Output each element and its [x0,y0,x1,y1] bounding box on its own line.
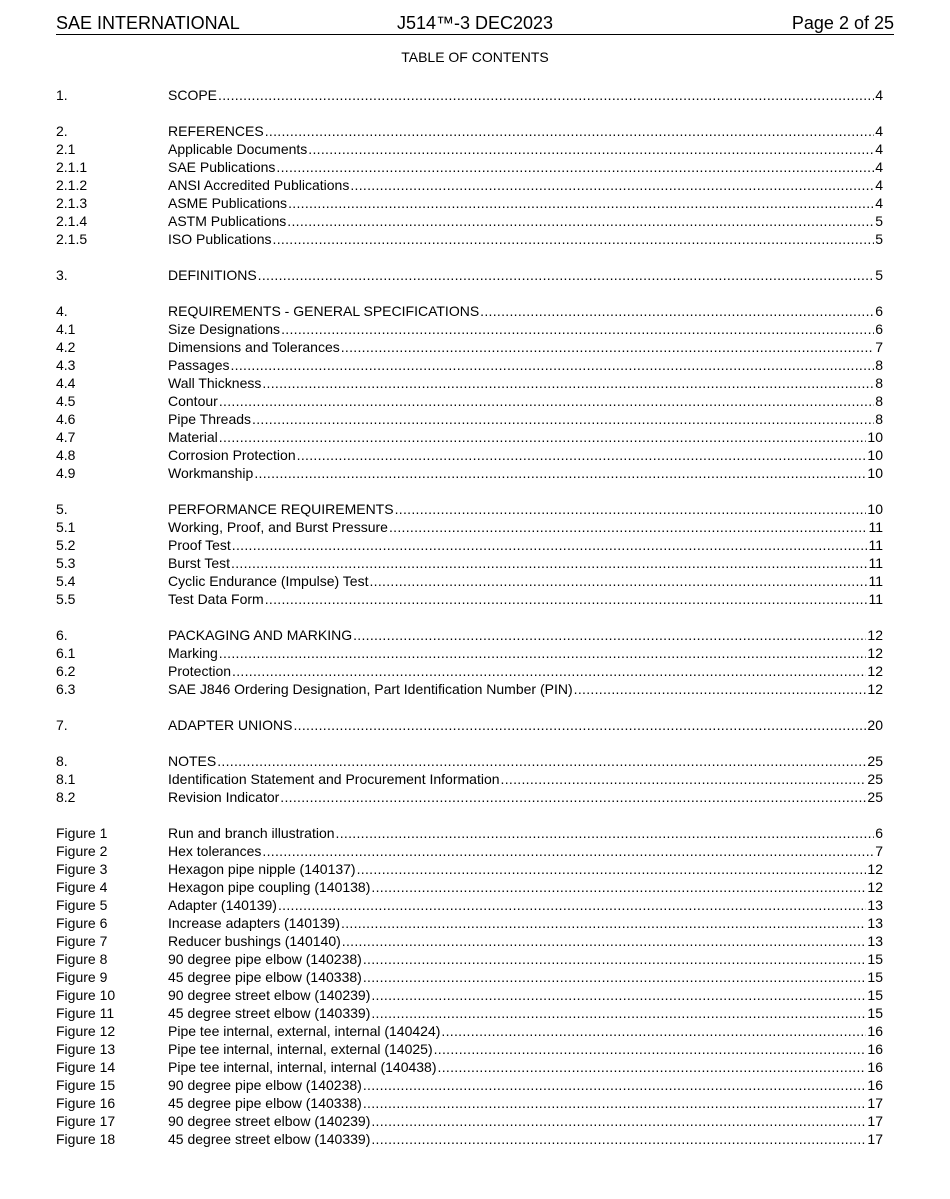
toc-entry[interactable] [56,644,883,662]
toc-entry[interactable] [56,428,883,446]
toc-group-spacer [56,284,883,302]
toc-entry-number: 5.3 [56,555,76,571]
toc-entry[interactable] [56,554,883,572]
toc-entry[interactable] [56,212,883,230]
toc-dot-leader [281,320,874,338]
toc-entry-title: Pipe tee internal, internal, external (14025) [168,1041,433,1057]
toc-dot-leader [350,176,874,194]
toc-dot-leader [217,752,866,770]
toc-entry-number: 2. [56,123,68,139]
toc-dot-leader [219,428,867,446]
header-organization: SAE INTERNATIONAL [56,13,240,33]
toc-entry[interactable] [56,968,883,986]
toc-entry-title: NOTES [168,753,217,769]
toc-entry-title: DEFINITIONS [168,267,257,283]
toc-dot-leader [369,572,867,590]
toc-dot-leader [293,716,866,734]
toc-entry-page: 5 [875,267,883,283]
toc-entry[interactable] [56,1130,883,1148]
toc-dot-leader [232,536,868,554]
toc-entry-page: 16 [867,1041,883,1057]
toc-dot-leader [262,374,874,392]
toc-entry-number: 3. [56,267,68,283]
toc-dot-leader [341,914,866,932]
toc-entry-page: 13 [867,915,883,931]
toc-entry-number: 7. [56,717,68,733]
toc-entry-title: 45 degree street elbow (140339) [168,1131,371,1147]
toc-entry-title: Working, Proof, and Burst Pressure [168,519,388,535]
toc-entry-number: Figure 8 [56,951,108,967]
toc-entry[interactable] [56,716,883,734]
toc-entry[interactable] [56,590,883,608]
header-document-id: J514™-3 DEC2023 [396,13,554,33]
table-of-contents [56,86,883,1148]
toc-entry-title: SAE J846 Ordering Designation, Part Identification Number (PIN) [168,681,573,697]
toc-entry-title: REFERENCES [168,123,264,139]
toc-group-spacer [56,698,883,716]
toc-entry-page: 4 [875,123,883,139]
toc-entry-page: 5 [875,213,883,229]
toc-entry-page: 16 [867,1059,883,1075]
toc-entry-page: 8 [875,357,883,373]
toc-dot-leader [265,122,875,140]
toc-entry[interactable] [56,536,883,554]
toc-dot-leader [341,338,874,356]
toc-entry-page: 13 [867,933,883,949]
toc-dot-leader [297,446,867,464]
toc-entry-number: Figure 11 [56,1005,115,1021]
toc-dot-leader [389,518,868,536]
toc-entry-number: Figure 17 [56,1113,116,1129]
toc-entry-title: Protection [168,663,232,679]
toc-group-spacer [56,734,883,752]
toc-entry-title: Pipe Threads [168,411,252,427]
toc-entry-number: Figure 3 [56,861,108,877]
toc-entry[interactable] [56,356,883,374]
toc-entry[interactable] [56,302,883,320]
toc-entry-page: 25 [867,771,883,787]
toc-entry-number: 6.3 [56,681,76,697]
toc-entry-page: 7 [875,843,883,859]
toc-entry-page: 17 [867,1113,883,1129]
toc-entry-title: Burst Test [168,555,230,571]
toc-entry-number: 2.1.3 [56,195,88,211]
toc-entry-number: 1. [56,87,68,103]
toc-entry-title: Cyclic Endurance (Impulse) Test [168,573,369,589]
toc-entry[interactable] [56,824,883,842]
toc-entry[interactable] [56,86,883,104]
toc-entry-title: Size Designations [168,321,281,337]
toc-entry-number: Figure 10 [56,987,116,1003]
toc-entry[interactable] [56,374,883,392]
toc-entry-page: 10 [867,429,883,445]
toc-entry-title: 45 degree street elbow (140339) [168,1005,371,1021]
toc-entry[interactable] [56,392,883,410]
toc-entry[interactable] [56,158,883,176]
toc-entry-title: REQUIREMENTS - GENERAL SPECIFICATIONS [168,303,480,319]
toc-dot-leader [308,140,874,158]
toc-entry[interactable] [56,1076,883,1094]
toc-entry-page: 8 [875,411,883,427]
toc-entry[interactable] [56,1112,883,1130]
toc-entry-number: Figure 16 [56,1095,116,1111]
toc-entry-title: Increase adapters (140139) [168,915,340,931]
toc-entry[interactable] [56,446,883,464]
toc-entry-number: 5.4 [56,573,76,589]
toc-dot-leader [262,842,874,860]
toc-dot-leader [371,1112,866,1130]
toc-entry-page: 13 [867,897,883,913]
toc-dot-leader [363,1094,867,1112]
toc-dot-leader [252,410,874,428]
toc-entry-number: Figure 18 [56,1131,116,1147]
toc-entry[interactable] [56,464,883,482]
toc-entry-title: SAE Publications [168,159,276,175]
toc-entry-title: 90 degree pipe elbow (140238) [168,951,362,967]
toc-entry-number: Figure 9 [56,969,108,985]
toc-group-spacer [56,104,883,122]
toc-entry-page: 10 [867,501,883,517]
toc-entry-number: 4.2 [56,339,76,355]
toc-dot-leader [357,860,867,878]
toc-entry-title: Applicable Documents [168,141,308,157]
toc-entry[interactable] [56,914,883,932]
toc-entry-page: 17 [867,1131,883,1147]
toc-entry-page: 11 [868,573,883,589]
toc-entry[interactable] [56,122,883,140]
toc-entry-page: 12 [867,861,883,877]
toc-entry-title: Reducer bushings (140140) [168,933,341,949]
toc-entry-number: 8.2 [56,789,76,805]
toc-entry-title: Material [168,429,218,445]
toc-entry-number: 4.1 [56,321,76,337]
toc-entry[interactable] [56,410,883,428]
toc-entry-title: Corrosion Protection [168,447,296,463]
toc-dot-leader [230,356,874,374]
toc-dot-leader [231,554,867,572]
toc-group-spacer [56,248,883,266]
toc-entry-number: 4.9 [56,465,76,481]
toc-dot-leader [371,878,866,896]
toc-entry[interactable] [56,770,883,788]
toc-dot-leader [395,500,867,518]
toc-entry[interactable] [56,752,883,770]
toc-entry[interactable] [56,140,883,158]
toc-dot-leader [353,626,866,644]
toc-entry-page: 25 [867,753,883,769]
toc-entry[interactable] [56,518,883,536]
toc-entry-page: 8 [875,393,883,409]
toc-entry-page: 4 [875,159,883,175]
toc-entry-page: 4 [875,195,883,211]
toc-entry[interactable] [56,986,883,1004]
toc-entry-page: 15 [867,1005,883,1021]
toc-dot-leader [574,680,867,698]
toc-entry-title: Hex tolerances [168,843,262,859]
toc-entry-title: Test Data Form [168,591,264,607]
toc-entry-number: 6.1 [56,645,76,661]
toc-entry-number: Figure 14 [56,1059,116,1075]
toc-entry-page: 6 [875,825,883,841]
toc-entry-page: 12 [867,681,883,697]
toc-entry-page: 11 [868,591,883,607]
toc-entry[interactable] [56,662,883,680]
toc-entry-number: 5.1 [56,519,76,535]
toc-entry[interactable] [56,194,883,212]
toc-dot-leader [288,194,874,212]
toc-entry-title: Dimensions and Tolerances [168,339,340,355]
toc-entry-page: 8 [875,375,883,391]
toc-dot-leader [232,662,866,680]
toc-entry-page: 15 [867,951,883,967]
toc-dot-leader [218,86,874,104]
toc-entry-number: 2.1.1 [56,159,88,175]
toc-entry-page: 16 [867,1077,883,1093]
toc-entry-page: 6 [875,303,883,319]
toc-dot-leader [258,266,875,284]
toc-entry-page: 11 [868,537,883,553]
toc-entry-title: Revision Indicator [168,789,280,805]
toc-entry-title: ASME Publications [168,195,288,211]
toc-entry-title: Pipe tee internal, external, internal (140424) [168,1023,441,1039]
toc-entry-title: Pipe tee internal, internal, internal (140438) [168,1059,437,1075]
toc-entry-title: 90 degree street elbow (140239) [168,987,371,1003]
toc-dot-leader [273,230,875,248]
toc-entry-page: 10 [867,447,883,463]
toc-entry-number: 2.1.4 [56,213,88,229]
toc-entry-title: ISO Publications [168,231,272,247]
toc-entry-number: 4.3 [56,357,76,373]
toc-entry[interactable] [56,1040,883,1058]
toc-entry-title: PACKAGING AND MARKING [168,627,353,643]
toc-entry-number: 2.1 [56,141,76,157]
toc-entry-page: 4 [875,141,883,157]
toc-entry-page: 11 [868,555,883,571]
toc-entry-number: 4.6 [56,411,76,427]
toc-entry[interactable] [56,860,883,878]
toc-entry[interactable] [56,1022,883,1040]
toc-entry[interactable] [56,1004,883,1022]
toc-dot-leader [441,1022,866,1040]
toc-entry[interactable] [56,932,883,950]
toc-entry[interactable] [56,500,883,518]
toc-entry-number: 5.2 [56,537,76,553]
toc-entry[interactable] [56,842,883,860]
toc-entry-page: 25 [867,789,883,805]
toc-entry-number: 2.1.2 [56,177,88,193]
toc-entry-number: 6.2 [56,663,76,679]
toc-entry-title: 90 degree pipe elbow (140238) [168,1077,362,1093]
toc-entry-page: 12 [867,627,883,643]
toc-entry-title: ANSI Accredited Publications [168,177,350,193]
toc-dot-leader [363,950,867,968]
toc-dot-leader [363,1076,867,1094]
toc-entry[interactable] [56,176,883,194]
toc-dot-leader [280,788,866,806]
toc-entry[interactable] [56,1094,883,1112]
toc-entry-number: 4.5 [56,393,76,409]
toc-entry[interactable] [56,878,883,896]
toc-dot-leader [219,392,874,410]
toc-entry-title: SCOPE [168,87,218,103]
toc-entry-page: 16 [867,1023,883,1039]
toc-dot-leader [336,824,875,842]
toc-entry-page: 11 [868,519,883,535]
toc-entry-title: 90 degree street elbow (140239) [168,1113,371,1129]
toc-dot-leader [278,896,866,914]
toc-entry[interactable] [56,626,883,644]
toc-entry-title: 45 degree pipe elbow (140338) [168,969,362,985]
toc-dot-leader [371,1130,866,1148]
page-header [56,12,894,35]
toc-entry-title: Hexagon pipe coupling (140138) [168,879,371,895]
toc-group-spacer [56,608,883,626]
toc-entry-title: Marking [168,645,218,661]
page-title: TABLE OF CONTENTS [401,49,549,65]
toc-entry-title: Adapter (140139) [168,897,277,913]
toc-entry-number: Figure 13 [56,1041,116,1057]
toc-entry-page: 12 [867,663,883,679]
toc-entry-title: Workmanship [168,465,254,481]
toc-entry-page: 20 [867,717,883,733]
toc-entry-page: 10 [867,465,883,481]
toc-entry[interactable] [56,338,883,356]
toc-entry-title: ASTM Publications [168,213,287,229]
toc-entry-number: 5.5 [56,591,76,607]
toc-entry-number: 2.1.5 [56,231,88,247]
toc-dot-leader [371,986,866,1004]
toc-entry-number: Figure 1 [56,825,108,841]
toc-entry-number: Figure 7 [56,933,108,949]
toc-entry-number: 5. [56,501,68,517]
toc-entry-page: 7 [875,339,883,355]
toc-entry-page: 15 [867,987,883,1003]
toc-entry-title: Passages [168,357,230,373]
toc-entry-page: 4 [875,87,883,103]
toc-entry-page: 6 [875,321,883,337]
toc-dot-leader [434,1040,867,1058]
toc-dot-leader [287,212,874,230]
toc-entry[interactable] [56,266,883,284]
toc-dot-leader [480,302,874,320]
toc-group-spacer [56,806,883,824]
toc-dot-leader [342,932,867,950]
toc-entry[interactable] [56,896,883,914]
toc-entry[interactable] [56,572,883,590]
toc-dot-leader [219,644,867,662]
toc-entry-number: Figure 4 [56,879,108,895]
toc-entry-page: 15 [867,969,883,985]
toc-entry-number: 8. [56,753,68,769]
toc-entry-title: 45 degree pipe elbow (140338) [168,1095,362,1111]
toc-dot-leader [438,1058,867,1076]
toc-entry-number: 4.4 [56,375,76,391]
toc-entry-title: Contour [168,393,218,409]
toc-entry-page: 12 [867,879,883,895]
toc-entry-title: Run and branch illustration [168,825,335,841]
toc-entry-number: 6. [56,627,68,643]
toc-entry-title: Wall Thickness [168,375,262,391]
toc-dot-leader [265,590,868,608]
toc-entry[interactable] [56,320,883,338]
toc-entry-title: ADAPTER UNIONS [168,717,293,733]
toc-entry-page: 4 [875,177,883,193]
toc-dot-leader [254,464,866,482]
toc-entry-number: Figure 12 [56,1023,116,1039]
toc-entry-page: 17 [867,1095,883,1111]
header-page-number: Page 2 of 25 [791,13,894,33]
toc-entry-number: 8.1 [56,771,76,787]
toc-dot-leader [276,158,874,176]
toc-entry-title: Proof Test [168,537,231,553]
toc-entry[interactable] [56,1058,883,1076]
toc-entry-number: 4. [56,303,68,319]
toc-entry-number: 4.8 [56,447,76,463]
toc-group-spacer [56,482,883,500]
toc-entry[interactable] [56,950,883,968]
toc-entry-page: 5 [875,231,883,247]
toc-dot-leader [371,1004,866,1022]
toc-entry-page: 12 [867,645,883,661]
toc-entry-number: Figure 6 [56,915,108,931]
toc-entry[interactable] [56,788,883,806]
toc-entry-number: Figure 5 [56,897,108,913]
toc-entry-number: 4.7 [56,429,76,445]
toc-entry-number: Figure 15 [56,1077,116,1093]
toc-dot-leader [501,770,867,788]
toc-entry[interactable] [56,230,883,248]
toc-entry-title: PERFORMANCE REQUIREMENTS [168,501,394,517]
toc-entry-title: Identification Statement and Procurement Information [168,771,500,787]
toc-dot-leader [363,968,867,986]
toc-entry-number: Figure 2 [56,843,108,859]
toc-entry-title: Hexagon pipe nipple (140137) [168,861,356,877]
toc-entry[interactable] [56,680,883,698]
